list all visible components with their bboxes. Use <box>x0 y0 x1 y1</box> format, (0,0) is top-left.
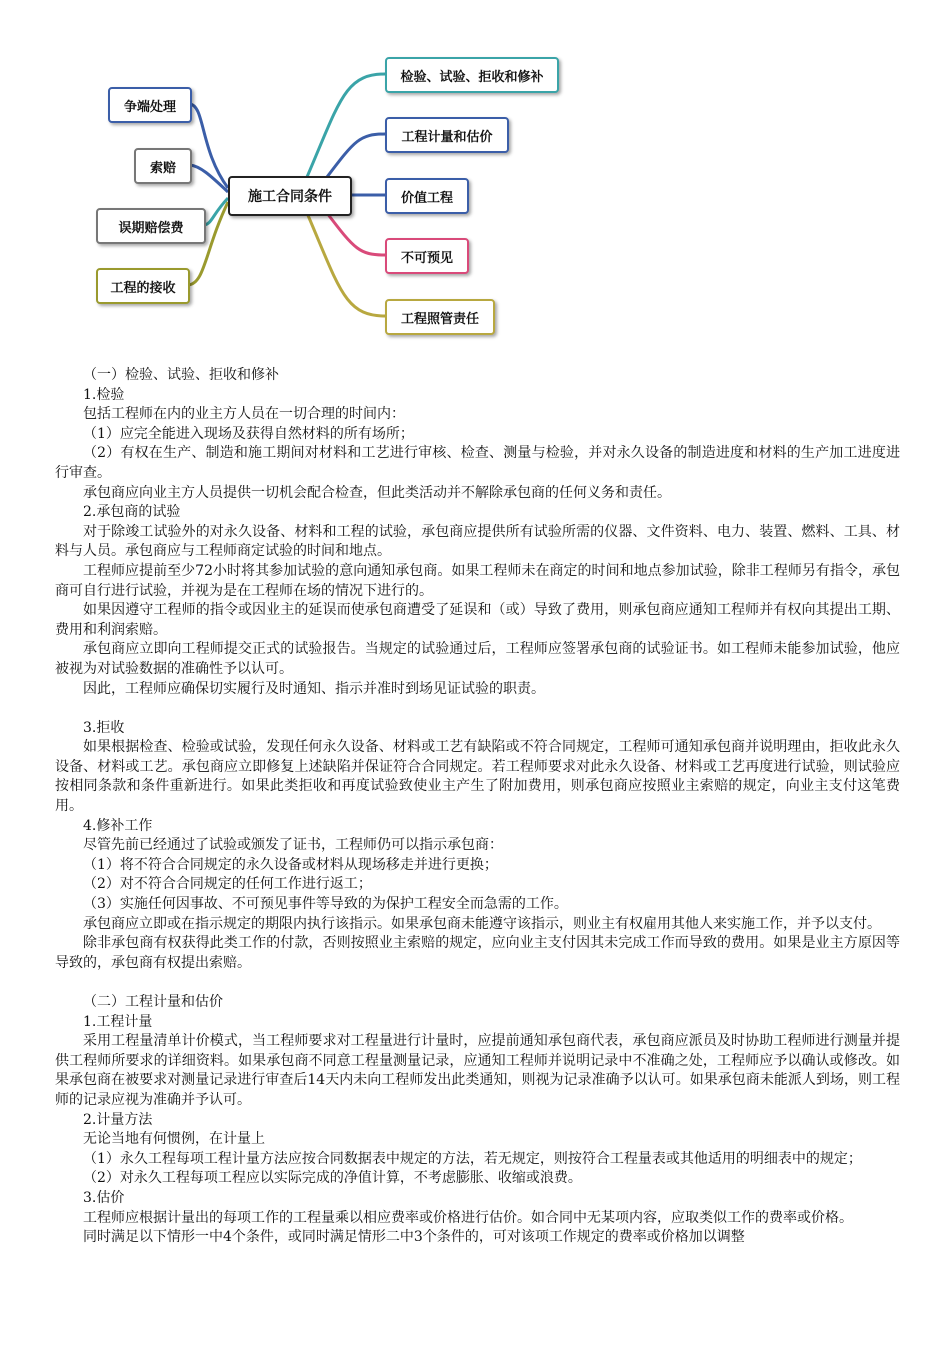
mindmap-center-node: 施工合同条件 <box>228 176 352 216</box>
paragraph: （3）实施任何因事故、不可预见事件等导致的为保护工程安全而急需的工作。 <box>83 896 568 913</box>
subheading: 3.拒收 <box>83 719 125 736</box>
connector-right-3 <box>327 213 385 255</box>
document-body <box>55 366 900 1248</box>
subheading: 3.估价 <box>83 1189 125 1206</box>
paragraph: 包括工程师在内的业主方人员在一切合理的时间内： <box>83 406 405 423</box>
paragraph: （1）应完全能进入现场及获得自然材料的所有场所； <box>83 425 414 442</box>
paragraph: （2）对不符合合同规定的任何工作进行返工； <box>83 876 372 893</box>
paragraph: （2）对永久工程每项工程应以实际完成的净值计算，不考虑膨胀、收缩或浪费。 <box>83 1170 582 1187</box>
section-title: （二）工程计量和估价 <box>83 994 223 1010</box>
paragraph: （1）永久工程每项工程计量方法应按合同数据表中规定的方法，若无规定，则按符合工程量表或其他适用的明细表中的规定； <box>83 1150 862 1167</box>
mindmap-node-value-engineering: 价值工程 <box>385 178 469 214</box>
mindmap-node-measurement: 工程计量和估价 <box>385 117 509 153</box>
subheading: 1.工程计量 <box>83 1013 153 1030</box>
paragraph: 因此，工程师应确保切实履行及时通知、指示并准时到场见证试验的职责。 <box>83 680 545 697</box>
subheading: 2.承包商的试验 <box>83 504 181 521</box>
mindmap-node-unforeseeable: 不可预见 <box>385 238 469 274</box>
connector-right-4 <box>307 213 385 316</box>
paragraph: （1）将不符合合同规定的永久设备或材料从现场移走并进行更换； <box>83 856 498 873</box>
mind-map <box>0 0 950 350</box>
paragraph: 工程师应根据计量出的每项工作的工程量乘以相应费率或价格进行估价。如合同中无某项内容，应取类似工作的费率或价格。 <box>83 1209 853 1226</box>
mindmap-node-dispute: 争端处理 <box>108 87 192 123</box>
mindmap-node-care-of-works: 工程照管责任 <box>385 299 495 335</box>
spacer <box>55 699 900 719</box>
paragraph: 如果根据检查、检验或试验，发现任何永久设备、材料或工艺有缺陷或不符合同规定，工程师可通知承包商并说明理由，拒收此永久设备、材料或工艺。承包商应立即修复上述缺陷并保证符合合同规定。若工程师要求对此永久设备、材料或工艺再度进行试验，则试验应按相同条款和条件重新进行。如果此类拒收和再度试验致使业主产生了附加费用，则承包商应按照业主索赔的规定，向业主支付这笔费用。 <box>55 739 900 815</box>
paragraph: 如果因遵守工程师的指令或因业主的延误而使承包商遭受了延误和（或）导致了费用，则承包商应通知工程师并有权向其提出工期、费用和利润索赔。 <box>55 602 900 638</box>
paragraph: 采用工程量清单计价模式，当工程师要求对工程量进行计量时，应提前通知承包商代表，承包商应派员及时协助工程师进行测量并提供工程师所要求的详细资料。如果承包商不同意工程量测量记录，应通知工程师并说明记录中不准确之处，工程师应予以确认或修改。如果承包商在被要求对测量记录进行审查后14天内未向工程师发出此类通知，则视为记录准确予以认可。如果承包商未能派人到场，则工程师的记录应视为准确并予认可。 <box>55 1033 900 1108</box>
mindmap-node-inspection: 检验、试验、拒收和修补 <box>385 57 559 93</box>
mindmap-node-claims: 索赔 <box>134 148 192 184</box>
mindmap-node-delay-damages: 误期赔偿费 <box>96 208 206 244</box>
paragraph: 承包商应向业主方人员提供一切机会配合检查，但此类活动并不解除承包商的任何义务和责任。 <box>83 484 671 501</box>
paragraph: 承包商应立即向工程师提交正式的试验报告。当规定的试验通过后，工程师应签署承包商的试验证书。如工程师未能参加试验，他应被视为对试验数据的准确性予以认可。 <box>55 641 900 677</box>
mindmap-node-taking-over: 工程的接收 <box>96 268 190 304</box>
section-title: （一）检验、试验、拒收和修补 <box>83 367 279 383</box>
paragraph: 承包商应立即或在指示规定的期限内执行该指示。如果承包商未能遵守该指示，则业主有权雇用其他人来实施工作，并予以支付。 <box>83 915 881 932</box>
paragraph: 除非承包商有权获得此类工作的付款，否则按照业主索赔的规定，应向业主支付因其未完成工作而导致的费用。如果是业主方原因等导致的，承包商有权提出索赔。 <box>55 935 900 971</box>
paragraph: （2）有权在生产、制造和施工期间对材料和工艺进行审核、检查、测量与检验，并对永久设备的制造进度和材料的生产加工进度进行审查。 <box>55 445 900 481</box>
paragraph: 工程师应提前至少72小时将其参加试验的意向通知承包商。如果工程师未在商定的时间和地点参加试验，除非工程师另有指令，承包商可自行进行试验，并视为是在工程师在场的情况下进行的。 <box>55 562 900 599</box>
connector-right-1 <box>327 134 385 177</box>
paragraph: 对于除竣工试验外的对永久设备、材料和工程的试验，承包商应提供所有试验所需的仪器、文件资料、电力、装置、燃料、工具、材料与人员。承包商应与工程师商定试验的时间和地点。 <box>55 523 900 560</box>
paragraph: 无论当地有何惯例，在计量上 <box>83 1131 265 1148</box>
paragraph: 尽管先前已经通过了试验或颁发了证书，工程师仍可以指示承包商： <box>83 837 503 854</box>
subheading: 2.计量方法 <box>83 1111 153 1128</box>
subheading: 1.检验 <box>83 386 125 403</box>
paragraph: 同时满足以下情形一中4个条件，或同时满足情形二中3个条件的，可对该项工作规定的费率或价格加以调整 <box>83 1229 745 1246</box>
subheading: 4.修补工作 <box>83 817 153 834</box>
spacer <box>55 973 900 993</box>
connector-right-0 <box>307 74 385 177</box>
